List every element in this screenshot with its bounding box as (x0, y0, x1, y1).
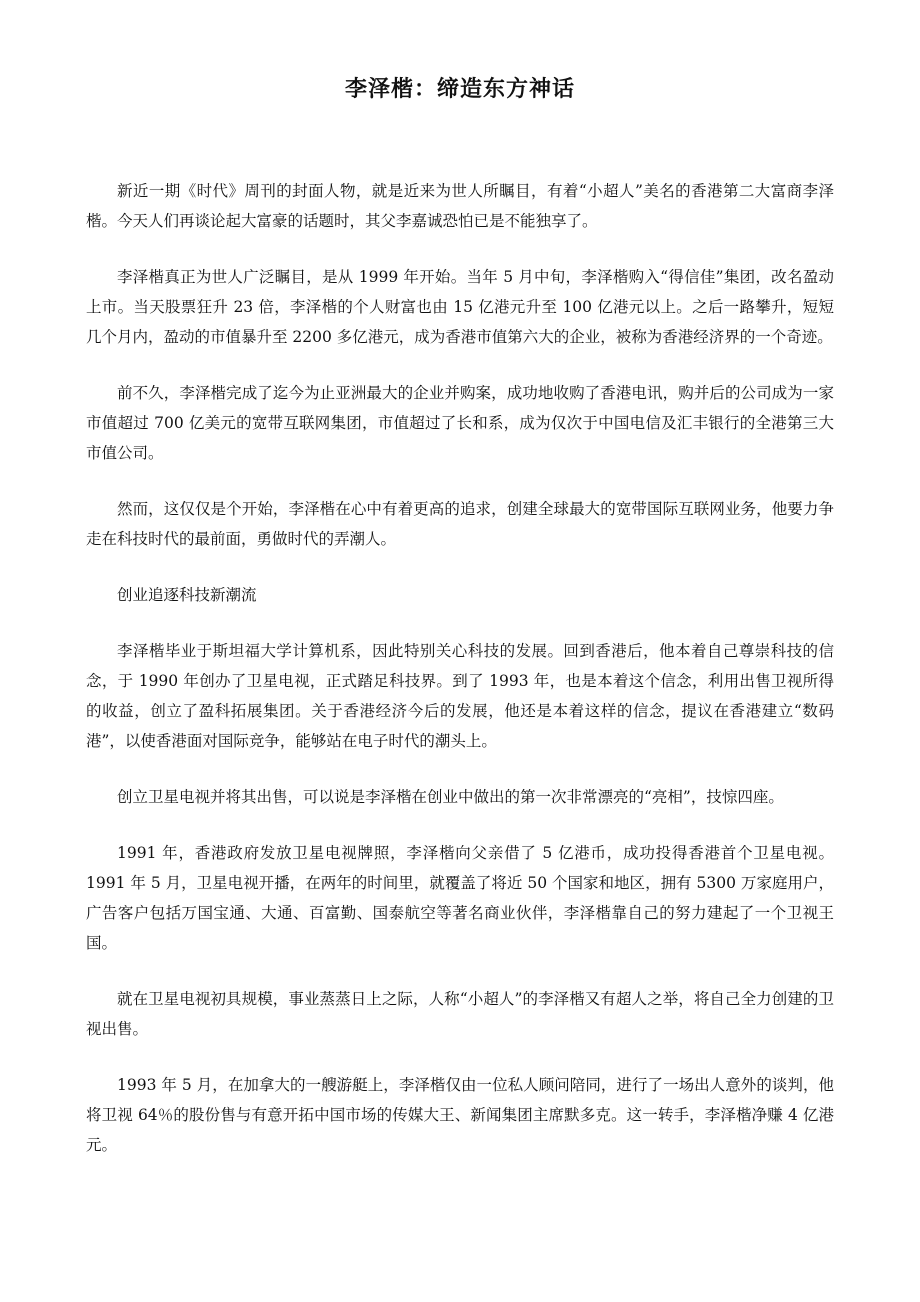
document-body (86, 176, 834, 1186)
paragraph: 李泽楷真正为世人广泛瞩目，是从 1999 年开始。当年 5 月中旬，李泽楷购入“得信佳”集团，改名盈动上市。当天股票狂升 23 倍，李泽楷的个人财富也由 15 亿港元升至 100 亿港元以上。之后一路攀升，短短几个月内，盈动的市值暴升至 2200 多亿港元，成为香港市值第六大的企业，被称为香港经济界的一个奇迹。 (86, 268, 834, 346)
document-title: 李泽楷：缔造东方神话 (344, 77, 575, 102)
paragraph: 新近一期《时代》周刊的封面人物，就是近来为世人所瞩目，有着“小超人”美名的香港第二大富商李泽楷。今天人们再谈论起大富豪的话题时，其父李嘉诚恐怕已是不能独享了。 (86, 182, 834, 230)
paragraph: 前不久，李泽楷完成了迄今为止亚洲最大的企业并购案，成功地收购了香港电讯，购并后的公司成为一家市值超过 700 亿美元的宽带互联网集团，市值超过了长和系，成为仅次于中国电信及汇丰银行的全港第三大市值公司。 (86, 384, 834, 462)
paragraph: 然而，这仅仅是个开始，李泽楷在心中有着更高的追求，创建全球最大的宽带国际互联网业务，他要力争走在科技时代的最前面，勇做时代的弄潮人。 (86, 500, 834, 548)
paragraph: 就在卫星电视初具规模，事业蒸蒸日上之际，人称“小超人”的李泽楷又有超人之举，将自己全力创建的卫视出售。 (86, 990, 834, 1038)
paragraph: 创立卫星电视并将其出售，可以说是李泽楷在创业中做出的第一次非常漂亮的“亮相”，技惊四座。 (117, 788, 784, 806)
paragraph: 1991 年，香港政府发放卫星电视牌照，李泽楷向父亲借了 5 亿港币，成功投得香港首个卫星电视。1991 年 5 月，卫星电视开播，在两年的时间里，就覆盖了将近 50 个国家和地区，拥有 5300 万家庭用户，广告客户包括万国宝通、大通、百富勤、国泰航空等著名商业伙伴，李泽楷靠自己的努力建起了一个卫视王国。 (86, 844, 834, 952)
paragraph: 1993 年 5 月，在加拿大的一艘游艇上，李泽楷仅由一位私人顾问陪同，进行了一场出人意外的谈判，他将卫视 64％的股份售与有意开拓中国市场的传媒大王、新闻集团主席默多克。这一转手，李泽楷净赚 4 亿港元。 (86, 1076, 834, 1154)
section-heading: 创业追逐科技新潮流 (117, 586, 257, 604)
paragraph: 李泽楷毕业于斯坦福大学计算机系，因此特别关心科技的发展。回到香港后，他本着自己尊崇科技的信念，于 1990 年创办了卫星电视，正式踏足科技界。到了 1993 年，也是本着这个信念，利用出售卫视所得的收益，创立了盈科拓展集团。关于香港经济今后的发展，他还是本着这样的信念，提议在香港建立“数码港”，以使香港面对国际竞争，能够站在电子时代的潮头上。 (86, 642, 834, 750)
